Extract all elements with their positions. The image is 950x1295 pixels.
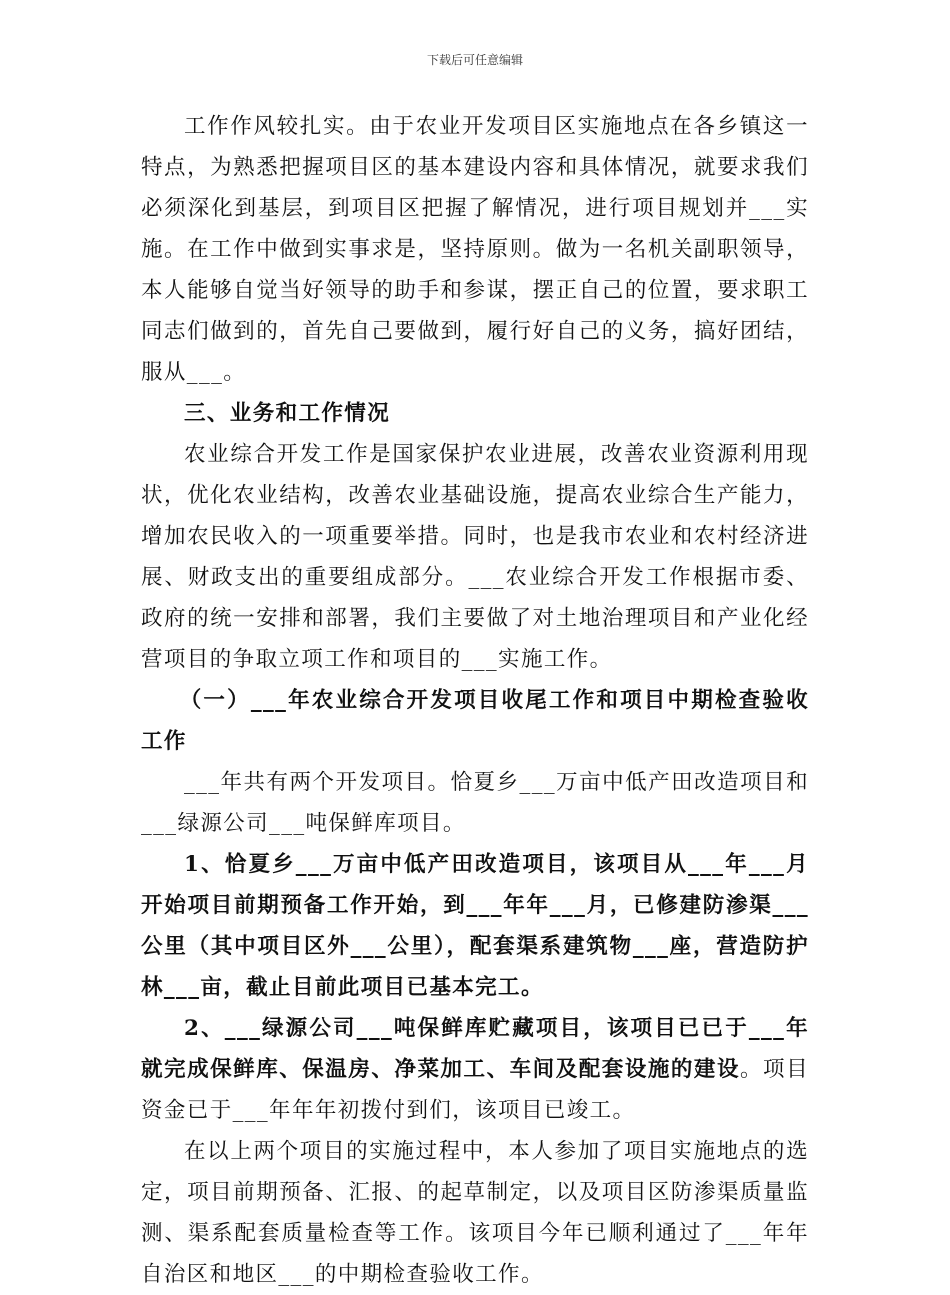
paragraph-implementation: 在以上两个项目的实施过程中，本人参加了项目实施地点的选定，项目前期预备、汇报、的起草制定，以及项目区防渗渠质量监测、渠系配套质量检查等工作。该项目今年已顺利通过了___年年自治区和地区___的中期检查验收工作。: [141, 1139, 809, 1287]
paragraph-lvyuan-project: [141, 1008, 809, 1131]
paragraph-work-style: 工作作风较扎实。由于农业开发项目区实施地点在各乡镇这一特点，为熟悉把握项目区的基本建设内容和具体情况，就要求我们必须深化到基层，到项目区把握了解情况，进行项目规划并___实施。在工作中做到实事求是，坚持原则。做为一名机关副职领导，本人能够自觉当好领导的助手和参谋，摆正自己的位置，要求职工同志们做到的，首先自己要做到，履行好自己的义务，搞好团结，服从___。: [141, 114, 809, 385]
lvyuan-project-bold: 2、___绿源公司___吨保鲜库贮藏项目，该项目已已于___年就完成保鲜库、保温房、净菜加工、车间及配套设施的建设: [141, 1016, 809, 1082]
paragraph-qiaxia-project: 1、恰夏乡___万亩中低产田改造项目，该项目从___年___月开始项目前期预备工作开始，到___年年___月，已修建防渗渠___公里（其中项目区外___公里），配套渠系建筑物___座，营造防护林___亩，截止目前此项目已基本完工。: [141, 852, 809, 1000]
page-header: 下载后可任意编辑: [426, 53, 523, 67]
subsection-heading-project-closure: （一）___年农业综合开发项目收尾工作和项目中期检查验收工作: [141, 688, 809, 754]
section-heading-business: 三、业务和工作情况: [184, 401, 391, 426]
paragraph-two-projects: ___年共有两个开发项目。恰夏乡___万亩中低产田改造项目和___绿源公司___吨保鲜库项目。: [141, 770, 809, 836]
document-body: [141, 106, 809, 1295]
lvyuan-project-rest: 。项目资金已于___年年年初拨付到们，该项目已竣工。: [141, 1057, 809, 1123]
paragraph-agri-development: 农业综合开发工作是国家保护农业进展，改善农业资源利用现状，优化农业结构，改善农业基础设施，提高农业综合生产能力，增加农民收入的一项重要举措。同时，也是我市农业和农村经济进展、财政支出的重要组成部分。___农业综合开发工作根据市委、政府的统一安排和部署，我们主要做了对土地治理项目和产业化经营项目的争取立项工作和项目的___实施工作。: [141, 442, 809, 672]
